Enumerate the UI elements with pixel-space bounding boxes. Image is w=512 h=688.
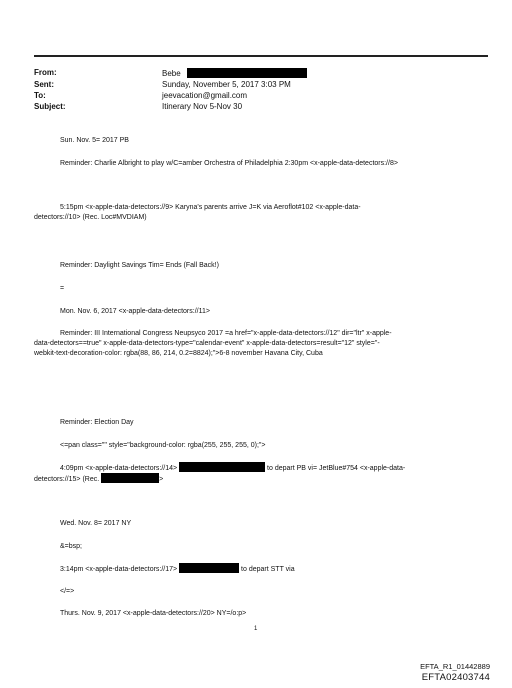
from-name: Bebe bbox=[162, 69, 181, 78]
subject-value: Itinerary Nov 5-Nov 30 bbox=[162, 102, 243, 111]
subject-label: Subject: bbox=[34, 102, 66, 111]
bates-number-small: EFTA_R1_01442889 bbox=[420, 662, 490, 671]
body-line-15: Thurs. Nov. 9, 2017 <x-apple-data-detectors://20> NY=/o:p> bbox=[60, 610, 247, 617]
body-line-11: Wed. Nov. 8= 2017 NY bbox=[60, 520, 132, 527]
body-line-14: </=> bbox=[60, 588, 75, 595]
to-label: To: bbox=[34, 91, 46, 100]
body-line-1: Sun. Nov. 5= 2017 PB bbox=[60, 137, 129, 144]
to-value: jeevacation@gmail.com bbox=[162, 91, 248, 100]
sent-label: Sent: bbox=[34, 80, 54, 89]
body-line-10b bbox=[34, 473, 163, 484]
from-label: From: bbox=[34, 68, 57, 77]
header-rule bbox=[34, 55, 488, 57]
body-line-10b-post: > bbox=[159, 476, 164, 483]
body-line-9: <=pan class="" style="background-color: rgba(255, 255, 255, 0);"> bbox=[60, 442, 266, 449]
body-line-13 bbox=[60, 563, 295, 574]
body-line-10a bbox=[60, 462, 405, 473]
body-line-6: Mon. Nov. 6, 2017 <x-apple-data-detectors://11> bbox=[60, 308, 210, 315]
bates-number-large: EFTA02403744 bbox=[421, 672, 490, 683]
body-line-10a-post: to depart PB vi= JetBlue#754 <x-apple-data- bbox=[267, 465, 406, 472]
body-line-4: Reminder: Daylight Savings Tim= Ends (Fall Back!) bbox=[60, 262, 219, 269]
body-line-10b-pre: detectors://15> (Rec. bbox=[34, 476, 100, 483]
body-line-2: Reminder: Charlie Albright to play w/C=amber Orchestra of Philadelphia 2:30pm <x-apple-data-detectors://8> bbox=[60, 160, 398, 167]
body-line-8: Reminder: Election Day bbox=[60, 419, 134, 426]
body-line-3a: 5:15pm <x-apple-data-detectors://9> Karyna's parents arrive J=K via Aeroflot#102 <x-apple-data- bbox=[60, 204, 361, 211]
body-line-7c: webkit-text-decoration-color: rgba(88, 86, 214, 0.2=8824);">6-8 november Havana City, Cuba bbox=[34, 350, 323, 357]
redaction-box bbox=[187, 68, 307, 78]
body-line-13-pre: 3:14pm <x-apple-data-detectors://17> bbox=[60, 566, 178, 573]
body-line-7b: data-detectors==true" x-apple-data-detectors-type="calendar-event" x-apple-data-detectors=result="12" style="- bbox=[34, 340, 380, 347]
body-line-13-post: to depart STT via bbox=[241, 566, 295, 573]
body-line-3b: detectors://10> (Rec. Loc#MVDIAM) bbox=[34, 214, 147, 221]
redaction-box bbox=[179, 563, 239, 573]
redaction-box bbox=[101, 473, 159, 483]
redaction-box bbox=[179, 462, 265, 472]
body-line-5: = bbox=[60, 285, 65, 292]
page-number: 1 bbox=[254, 626, 258, 632]
body-line-10a-pre: 4:09pm <x-apple-data-detectors://14> bbox=[60, 465, 178, 472]
body-line-12: &=bsp; bbox=[60, 543, 82, 550]
from-value bbox=[162, 68, 307, 78]
body-line-7a: Reminder: III International Congress Neupsyco 2017 =a href="x-apple-data-detectors://12" dir="ltr" x-apple- bbox=[60, 330, 392, 337]
sent-value: Sunday, November 5, 2017 3:03 PM bbox=[162, 80, 291, 89]
